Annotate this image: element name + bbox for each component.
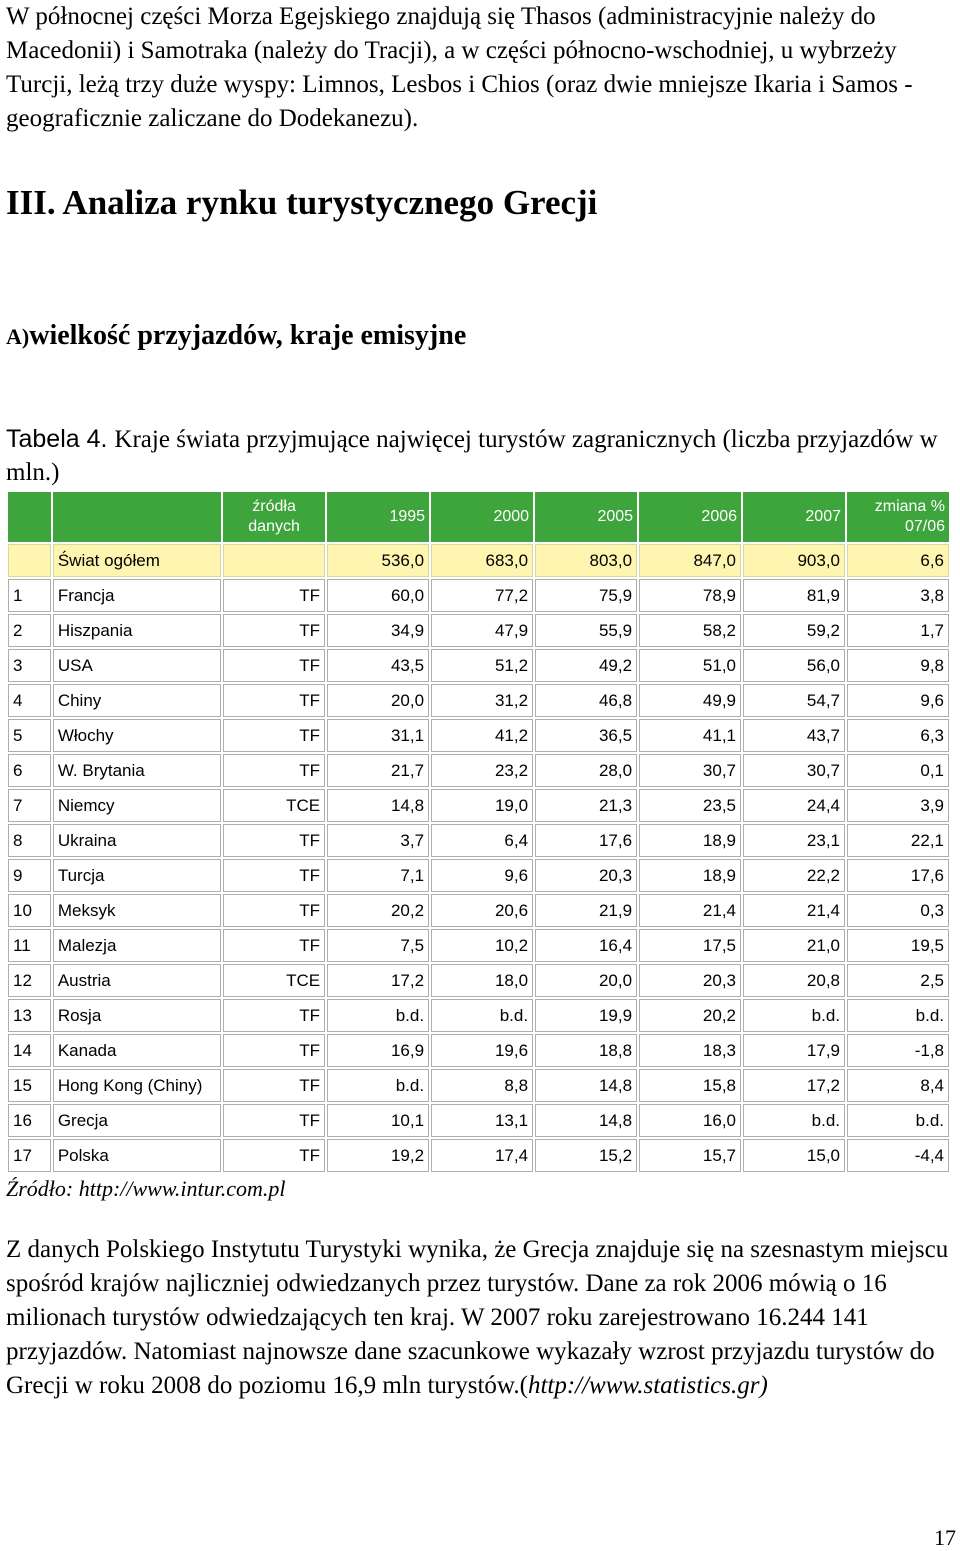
table-cell: 903,0 xyxy=(743,544,845,577)
table-cell: TF xyxy=(223,1104,325,1137)
subheading-text: wielkość przyjazdów, kraje emisyjne xyxy=(29,320,467,351)
table-cell: Kanada xyxy=(53,1034,221,1067)
table-cell: Chiny xyxy=(53,684,221,717)
table-cell: 15,0 xyxy=(743,1139,845,1172)
table-cell: 81,9 xyxy=(743,579,845,612)
header-cell: 1995 xyxy=(327,492,429,542)
table-cell: 8,8 xyxy=(431,1069,533,1102)
table-cell: 60,0 xyxy=(327,579,429,612)
table-cell: 5 xyxy=(8,719,51,752)
table-cell: 0,1 xyxy=(847,754,949,787)
table-cell: 56,0 xyxy=(743,649,845,682)
table-cell: Niemcy xyxy=(53,789,221,822)
table-caption xyxy=(6,423,946,489)
table-cell: 16,4 xyxy=(535,929,637,962)
table-cell: 16 xyxy=(8,1104,51,1137)
table-cell: 1 xyxy=(8,579,51,612)
table-cell: 20,8 xyxy=(743,964,845,997)
table-cell: 18,8 xyxy=(535,1034,637,1067)
table-cell: TF xyxy=(223,719,325,752)
table-cell: W. Brytania xyxy=(53,754,221,787)
header-cell xyxy=(8,492,51,542)
table-cell: 23,1 xyxy=(743,824,845,857)
table-cell: 28,0 xyxy=(535,754,637,787)
table-row xyxy=(8,754,949,787)
table-cell: 18,9 xyxy=(639,824,741,857)
tourism-table-container xyxy=(6,490,951,1174)
table-cell: 10 xyxy=(8,894,51,927)
table-cell: 15,2 xyxy=(535,1139,637,1172)
table-cell: 31,1 xyxy=(327,719,429,752)
table-cell: Grecja xyxy=(53,1104,221,1137)
table-row xyxy=(8,579,949,612)
table-cell: 18,3 xyxy=(639,1034,741,1067)
table-cell: USA xyxy=(53,649,221,682)
table-cell: b.d. xyxy=(743,1104,845,1137)
table-cell: 51,0 xyxy=(639,649,741,682)
conclusion-text: Z danych Polskiego Instytutu Turystyki wynika, że Grecja znajduje się na szesnastym miejscu spośród krajów najliczniej odwiedzanych przez turystów. Dane za rok 2006 mówią o 16 milionach turystów odwiedzających ten kraj. W 2007 roku zarejestrowano 16.244 141 przyjazdów. Natomiast najnowsze dane szacunkowe wykazały wzrost przyjazdu turystów do Grecji w roku 2008 do poziomu 16,9 mln turystów.( xyxy=(6,1236,949,1399)
page-number: 17 xyxy=(934,1525,956,1550)
table-cell: 1,7 xyxy=(847,614,949,647)
table-cell: 847,0 xyxy=(639,544,741,577)
table-cell: 31,2 xyxy=(431,684,533,717)
table-header-row xyxy=(8,492,949,542)
table-row xyxy=(8,999,949,1032)
table-cell: TF xyxy=(223,754,325,787)
table-cell: Polska xyxy=(53,1139,221,1172)
table-cell: TF xyxy=(223,894,325,927)
table-cell: TCE xyxy=(223,964,325,997)
table-cell: TF xyxy=(223,999,325,1032)
table-cell: 8 xyxy=(8,824,51,857)
conclusion-link[interactable]: http://www.statistics.gr) xyxy=(527,1372,768,1399)
table-cell: TF xyxy=(223,1034,325,1067)
table-cell: 3,7 xyxy=(327,824,429,857)
table-cell: b.d. xyxy=(431,999,533,1032)
table-cell: 43,7 xyxy=(743,719,845,752)
table-row xyxy=(8,964,949,997)
table-cell: TF xyxy=(223,614,325,647)
table-cell: Ukraina xyxy=(53,824,221,857)
table-cell: 19,6 xyxy=(431,1034,533,1067)
table-cell: 21,3 xyxy=(535,789,637,822)
header-cell: 2007 xyxy=(743,492,845,542)
table-cell: b.d. xyxy=(847,999,949,1032)
table-row xyxy=(8,1034,949,1067)
table-cell: TF xyxy=(223,824,325,857)
table-cell: 10,1 xyxy=(327,1104,429,1137)
table-cell: 17,2 xyxy=(743,1069,845,1102)
table-cell: 7 xyxy=(8,789,51,822)
table-row xyxy=(8,894,949,927)
caption-text: Kraje świata przyjmujące najwięcej turystów zagranicznych (liczba przyjazdów w mln.) xyxy=(6,426,938,486)
table-cell: 21,4 xyxy=(743,894,845,927)
table-cell: Hiszpania xyxy=(53,614,221,647)
table-cell: 683,0 xyxy=(431,544,533,577)
table-cell: 0,3 xyxy=(847,894,949,927)
table-cell: 9,6 xyxy=(431,859,533,892)
table-cell: 15,8 xyxy=(639,1069,741,1102)
table-cell: 20,2 xyxy=(639,999,741,1032)
table-cell: TF xyxy=(223,929,325,962)
table-cell: 55,9 xyxy=(535,614,637,647)
table-cell: 17,6 xyxy=(535,824,637,857)
table-cell: 17,2 xyxy=(327,964,429,997)
table-cell: TF xyxy=(223,684,325,717)
table-cell: Turcja xyxy=(53,859,221,892)
table-cell: 21,7 xyxy=(327,754,429,787)
world-total-row xyxy=(8,544,949,577)
header-cell: zmiana % 07/06 xyxy=(847,492,949,542)
table-cell: 2,5 xyxy=(847,964,949,997)
table-cell: TF xyxy=(223,1069,325,1102)
table-cell: -1,8 xyxy=(847,1034,949,1067)
table-cell: 59,2 xyxy=(743,614,845,647)
table-row xyxy=(8,719,949,752)
table-cell: Francja xyxy=(53,579,221,612)
table-row xyxy=(8,614,949,647)
table-cell: 21,0 xyxy=(743,929,845,962)
table-cell: 30,7 xyxy=(639,754,741,787)
table-cell: 36,5 xyxy=(535,719,637,752)
table-cell: 77,2 xyxy=(431,579,533,612)
table-cell: 17,4 xyxy=(431,1139,533,1172)
table-row xyxy=(8,789,949,822)
table-cell: 20,0 xyxy=(327,684,429,717)
table-cell: 19,5 xyxy=(847,929,949,962)
table-cell: 22,2 xyxy=(743,859,845,892)
table-cell: 14,8 xyxy=(535,1069,637,1102)
table-cell: 7,5 xyxy=(327,929,429,962)
table-cell: 8,4 xyxy=(847,1069,949,1102)
source-note: Źródło: http://www.intur.com.pl xyxy=(6,1176,286,1201)
table-cell: 49,9 xyxy=(639,684,741,717)
header-cell: 2000 xyxy=(431,492,533,542)
table-cell: 19,9 xyxy=(535,999,637,1032)
table-cell: 21,4 xyxy=(639,894,741,927)
conclusion-paragraph xyxy=(6,1233,956,1403)
table-cell: 14 xyxy=(8,1034,51,1067)
table-cell: 4 xyxy=(8,684,51,717)
table-cell: 536,0 xyxy=(327,544,429,577)
table-cell: 21,9 xyxy=(535,894,637,927)
table-cell: 6,4 xyxy=(431,824,533,857)
table-cell: 41,2 xyxy=(431,719,533,752)
table-cell: 43,5 xyxy=(327,649,429,682)
table-cell: 20,0 xyxy=(535,964,637,997)
table-cell: 3 xyxy=(8,649,51,682)
table-row xyxy=(8,929,949,962)
table-cell: 13,1 xyxy=(431,1104,533,1137)
table-cell: Austria xyxy=(53,964,221,997)
table-cell: 14,8 xyxy=(327,789,429,822)
table-cell: TF xyxy=(223,859,325,892)
table-cell: 15,7 xyxy=(639,1139,741,1172)
table-cell: TF xyxy=(223,649,325,682)
table-cell: 19,0 xyxy=(431,789,533,822)
table-cell: 13 xyxy=(8,999,51,1032)
table-cell: 15 xyxy=(8,1069,51,1102)
table-row xyxy=(8,1139,949,1172)
table-cell: 2 xyxy=(8,614,51,647)
table-cell: 20,3 xyxy=(535,859,637,892)
table-cell: 19,2 xyxy=(327,1139,429,1172)
table-cell: 7,1 xyxy=(327,859,429,892)
table-row xyxy=(8,824,949,857)
table-cell: 58,2 xyxy=(639,614,741,647)
table-cell: 78,9 xyxy=(639,579,741,612)
table-cell: 49,2 xyxy=(535,649,637,682)
table-cell: 46,8 xyxy=(535,684,637,717)
table-cell: Włochy xyxy=(53,719,221,752)
table-cell: TF xyxy=(223,579,325,612)
table-row xyxy=(8,684,949,717)
table-cell: TCE xyxy=(223,789,325,822)
table-cell: 16,9 xyxy=(327,1034,429,1067)
table-cell: -4,4 xyxy=(847,1139,949,1172)
table-cell: 34,9 xyxy=(327,614,429,647)
header-cell: 2006 xyxy=(639,492,741,542)
table-cell: Świat ogółem xyxy=(53,544,221,577)
table-cell: 23,5 xyxy=(639,789,741,822)
table-row xyxy=(8,1104,949,1137)
table-cell: 47,9 xyxy=(431,614,533,647)
table-cell: 6,3 xyxy=(847,719,949,752)
table-cell: 17,9 xyxy=(743,1034,845,1067)
table-cell: 17,5 xyxy=(639,929,741,962)
table-cell xyxy=(8,544,51,577)
table-cell: 20,3 xyxy=(639,964,741,997)
table-cell: 9 xyxy=(8,859,51,892)
table-cell: 24,4 xyxy=(743,789,845,822)
table-cell: 51,2 xyxy=(431,649,533,682)
header-cell: 2005 xyxy=(535,492,637,542)
section-heading: III. Analiza rynku turystycznego Grecji xyxy=(6,183,598,222)
table-cell: 20,2 xyxy=(327,894,429,927)
table-cell: b.d. xyxy=(847,1104,949,1137)
table-cell: 10,2 xyxy=(431,929,533,962)
table-cell: b.d. xyxy=(327,999,429,1032)
table-cell: 54,7 xyxy=(743,684,845,717)
table-row xyxy=(8,859,949,892)
table-cell: Rosja xyxy=(53,999,221,1032)
table-cell: Malezja xyxy=(53,929,221,962)
table-cell: 22,1 xyxy=(847,824,949,857)
table-cell: 18,9 xyxy=(639,859,741,892)
table-cell: 12 xyxy=(8,964,51,997)
caption-label: Tabela 4. xyxy=(6,425,108,453)
tourism-table xyxy=(6,490,951,1174)
table-cell: 11 xyxy=(8,929,51,962)
table-body xyxy=(8,544,949,1172)
table-cell: 23,2 xyxy=(431,754,533,787)
table-cell: 9,6 xyxy=(847,684,949,717)
table-row xyxy=(8,1069,949,1102)
table-cell: 14,8 xyxy=(535,1104,637,1137)
table-cell: 17,6 xyxy=(847,859,949,892)
table-cell: 3,8 xyxy=(847,579,949,612)
table-cell: 41,1 xyxy=(639,719,741,752)
table-row xyxy=(8,649,949,682)
intro-paragraph: W północnej części Morza Egejskiego znajdują się Thasos (administracyjnie należy do Macedonii) i Samotraka (należy do Tracji), a w części północno-wschodniej, u wybrzeży Turcji, leżą trzy duże wyspy: Limnos, Lesbos i Chios (oraz dwie mniejsze Ikaria i Samos - geograficznie zaliczane do Dodekanezu). xyxy=(6,3,913,132)
table-cell: 3,9 xyxy=(847,789,949,822)
table-cell: 30,7 xyxy=(743,754,845,787)
table-cell: Meksyk xyxy=(53,894,221,927)
table-cell: b.d. xyxy=(327,1069,429,1102)
table-cell: 6 xyxy=(8,754,51,787)
table-cell: Hong Kong (Chiny) xyxy=(53,1069,221,1102)
table-cell: 17 xyxy=(8,1139,51,1172)
table-cell: 16,0 xyxy=(639,1104,741,1137)
table-cell: 803,0 xyxy=(535,544,637,577)
table-cell: b.d. xyxy=(743,999,845,1032)
table-cell: 75,9 xyxy=(535,579,637,612)
subheading xyxy=(6,317,466,356)
table-cell: TF xyxy=(223,1139,325,1172)
table-cell: 20,6 xyxy=(431,894,533,927)
table-cell: 6,6 xyxy=(847,544,949,577)
subheading-prefix: A) xyxy=(6,324,30,349)
header-cell xyxy=(53,492,221,542)
table-cell: 9,8 xyxy=(847,649,949,682)
table-cell xyxy=(223,544,325,577)
header-cell: źródła danych xyxy=(223,492,325,542)
table-cell: 18,0 xyxy=(431,964,533,997)
